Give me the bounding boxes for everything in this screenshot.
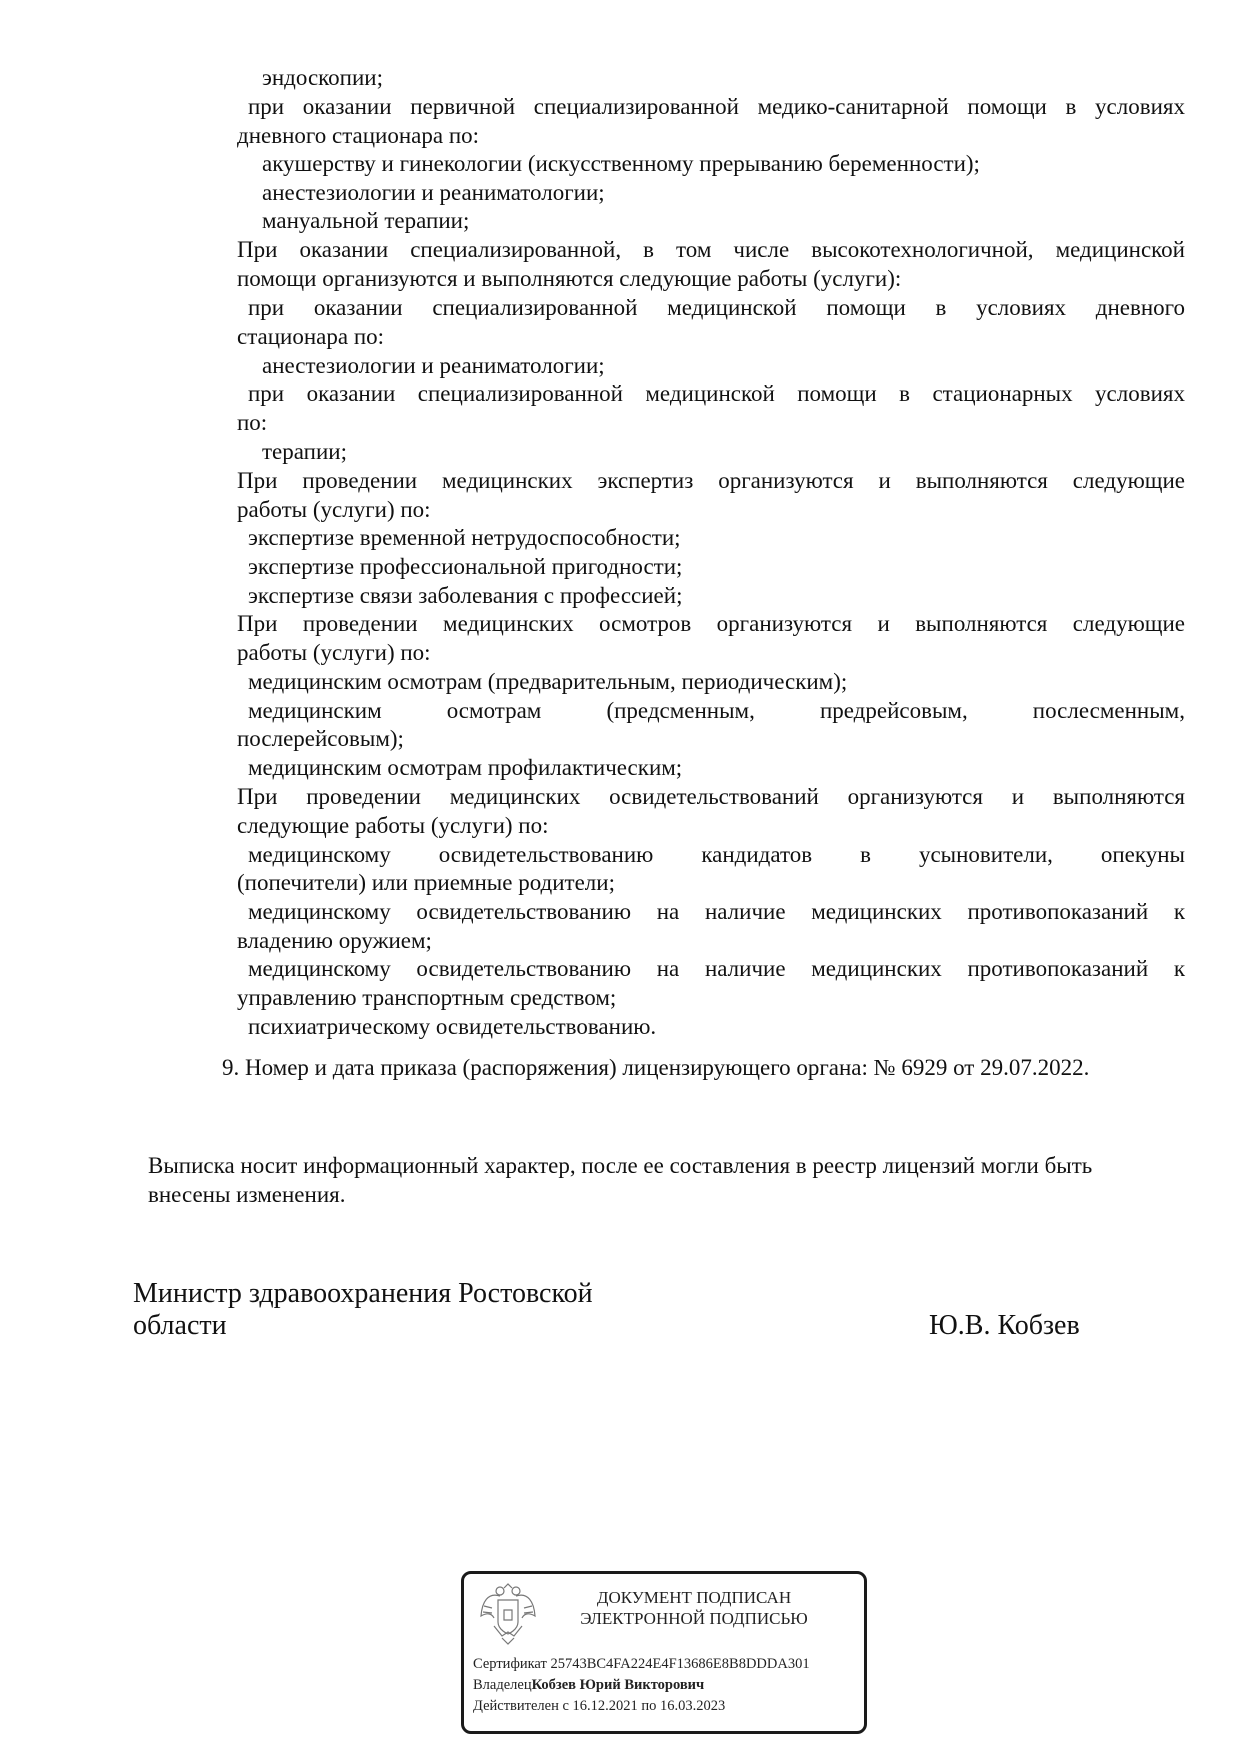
body-line: При проведении медицинских осмотров организуются и выполняются следующие bbox=[237, 611, 1185, 636]
body-line: дневного стационара по: bbox=[237, 123, 480, 148]
stamp-owner-label: Владелец bbox=[473, 1677, 532, 1693]
stamp-certificate-value: 25743BC4FA224E4F13686E8B8DDDA301 bbox=[550, 1656, 810, 1672]
body-line: медицинскому освидетельствованию на наличие медицинских противопоказаний к bbox=[248, 899, 1185, 924]
signatory-title-line-1: Министр здравоохранения Ростовской bbox=[133, 1278, 593, 1309]
body-line: экспертизе временной нетрудоспособности; bbox=[248, 525, 681, 550]
body-line: владению оружием; bbox=[237, 928, 432, 953]
body-line: стационара по: bbox=[237, 324, 385, 349]
order-item: 9. Номер и дата приказа (распоряжения) лицензирующего органа: № 6929 от 29.07.2022. bbox=[222, 1055, 1090, 1080]
body-line: помощи организуются и выполняются следующие работы (услуги): bbox=[237, 266, 902, 291]
body-line: при оказании специализированной медицинской помощи в стационарных условиях bbox=[248, 381, 1185, 406]
signatory-title-line-2: области bbox=[133, 1310, 227, 1341]
body-line: следующие работы (услуги) по: bbox=[237, 813, 549, 838]
notice-line-2: внесены изменения. bbox=[148, 1182, 346, 1207]
body-line: медицинскому освидетельствованию на наличие медицинских противопоказаний к bbox=[248, 956, 1185, 981]
body-line: экспертизе связи заболевания с профессией; bbox=[248, 583, 683, 608]
body-line: (попечители) или приемные родители; bbox=[237, 870, 615, 895]
body-line: При проведении медицинских освидетельствований организуются и выполняются bbox=[237, 784, 1185, 809]
body-line: экспертизе профессиональной пригодности; bbox=[248, 554, 683, 579]
body-line: послерейсовым); bbox=[237, 726, 404, 751]
body-line: акушерству и гинекологии (искусственному прерыванию беременности); bbox=[262, 151, 980, 176]
stamp-certificate-label: Сертификат bbox=[473, 1656, 547, 1672]
body-line: медицинским осмотрам (предварительным, периодическим); bbox=[248, 669, 848, 694]
stamp-owner-value: Кобзев Юрий Викторович bbox=[531, 1677, 705, 1693]
body-line: При проведении медицинских экспертиз организуются и выполняются следующие bbox=[237, 468, 1185, 493]
signatory-name: Ю.В. Кобзев bbox=[929, 1310, 1080, 1341]
body-line: мануальной терапии; bbox=[262, 208, 470, 233]
body-line: работы (услуги) по: bbox=[237, 497, 431, 522]
body-line: управлению транспортным средством; bbox=[237, 985, 617, 1010]
body-line: эндоскопии; bbox=[262, 65, 383, 90]
body-line: при оказании специализированной медицинской помощи в условиях дневного bbox=[248, 295, 1185, 320]
body-line: терапии; bbox=[262, 439, 347, 464]
stamp-certificate bbox=[473, 1656, 810, 1673]
body-line: медицинским осмотрам (предсменным, предрейсовым, послесменным, bbox=[248, 698, 1185, 723]
body-line: медицинским осмотрам профилактическим; bbox=[248, 755, 683, 780]
electronic-signature-stamp bbox=[461, 1571, 867, 1734]
russian-coat-of-arms-icon bbox=[478, 1582, 538, 1646]
body-line: работы (услуги) по: bbox=[237, 640, 431, 665]
stamp-owner bbox=[473, 1677, 704, 1694]
notice-line-1: Выписка носит информационный характер, после ее составления в реестр лицензий могли быть bbox=[148, 1153, 1093, 1178]
body-line: анестезиологии и реаниматологии; bbox=[262, 353, 605, 378]
stamp-header-line-1: ДОКУМЕНТ ПОДПИСАН bbox=[596, 1588, 792, 1607]
body-line: медицинскому освидетельствованию кандидатов в усыновители, опекуны bbox=[248, 842, 1185, 867]
body-line: психиатрическому освидетельствованию. bbox=[248, 1014, 657, 1039]
body-line: анестезиологии и реаниматологии; bbox=[262, 180, 605, 205]
body-line: по: bbox=[237, 410, 268, 435]
stamp-header-line-2: ЭЛЕКТРОННОЙ ПОДПИСЬЮ bbox=[580, 1609, 808, 1628]
stamp-validity: Действителен с 16.12.2021 по 16.03.2023 bbox=[473, 1698, 726, 1714]
body-line: При оказании специализированной, в том числе высокотехнологичной, медицинской bbox=[237, 237, 1185, 262]
body-line: при оказании первичной специализированной медико-санитарной помощи в условиях bbox=[248, 94, 1185, 119]
